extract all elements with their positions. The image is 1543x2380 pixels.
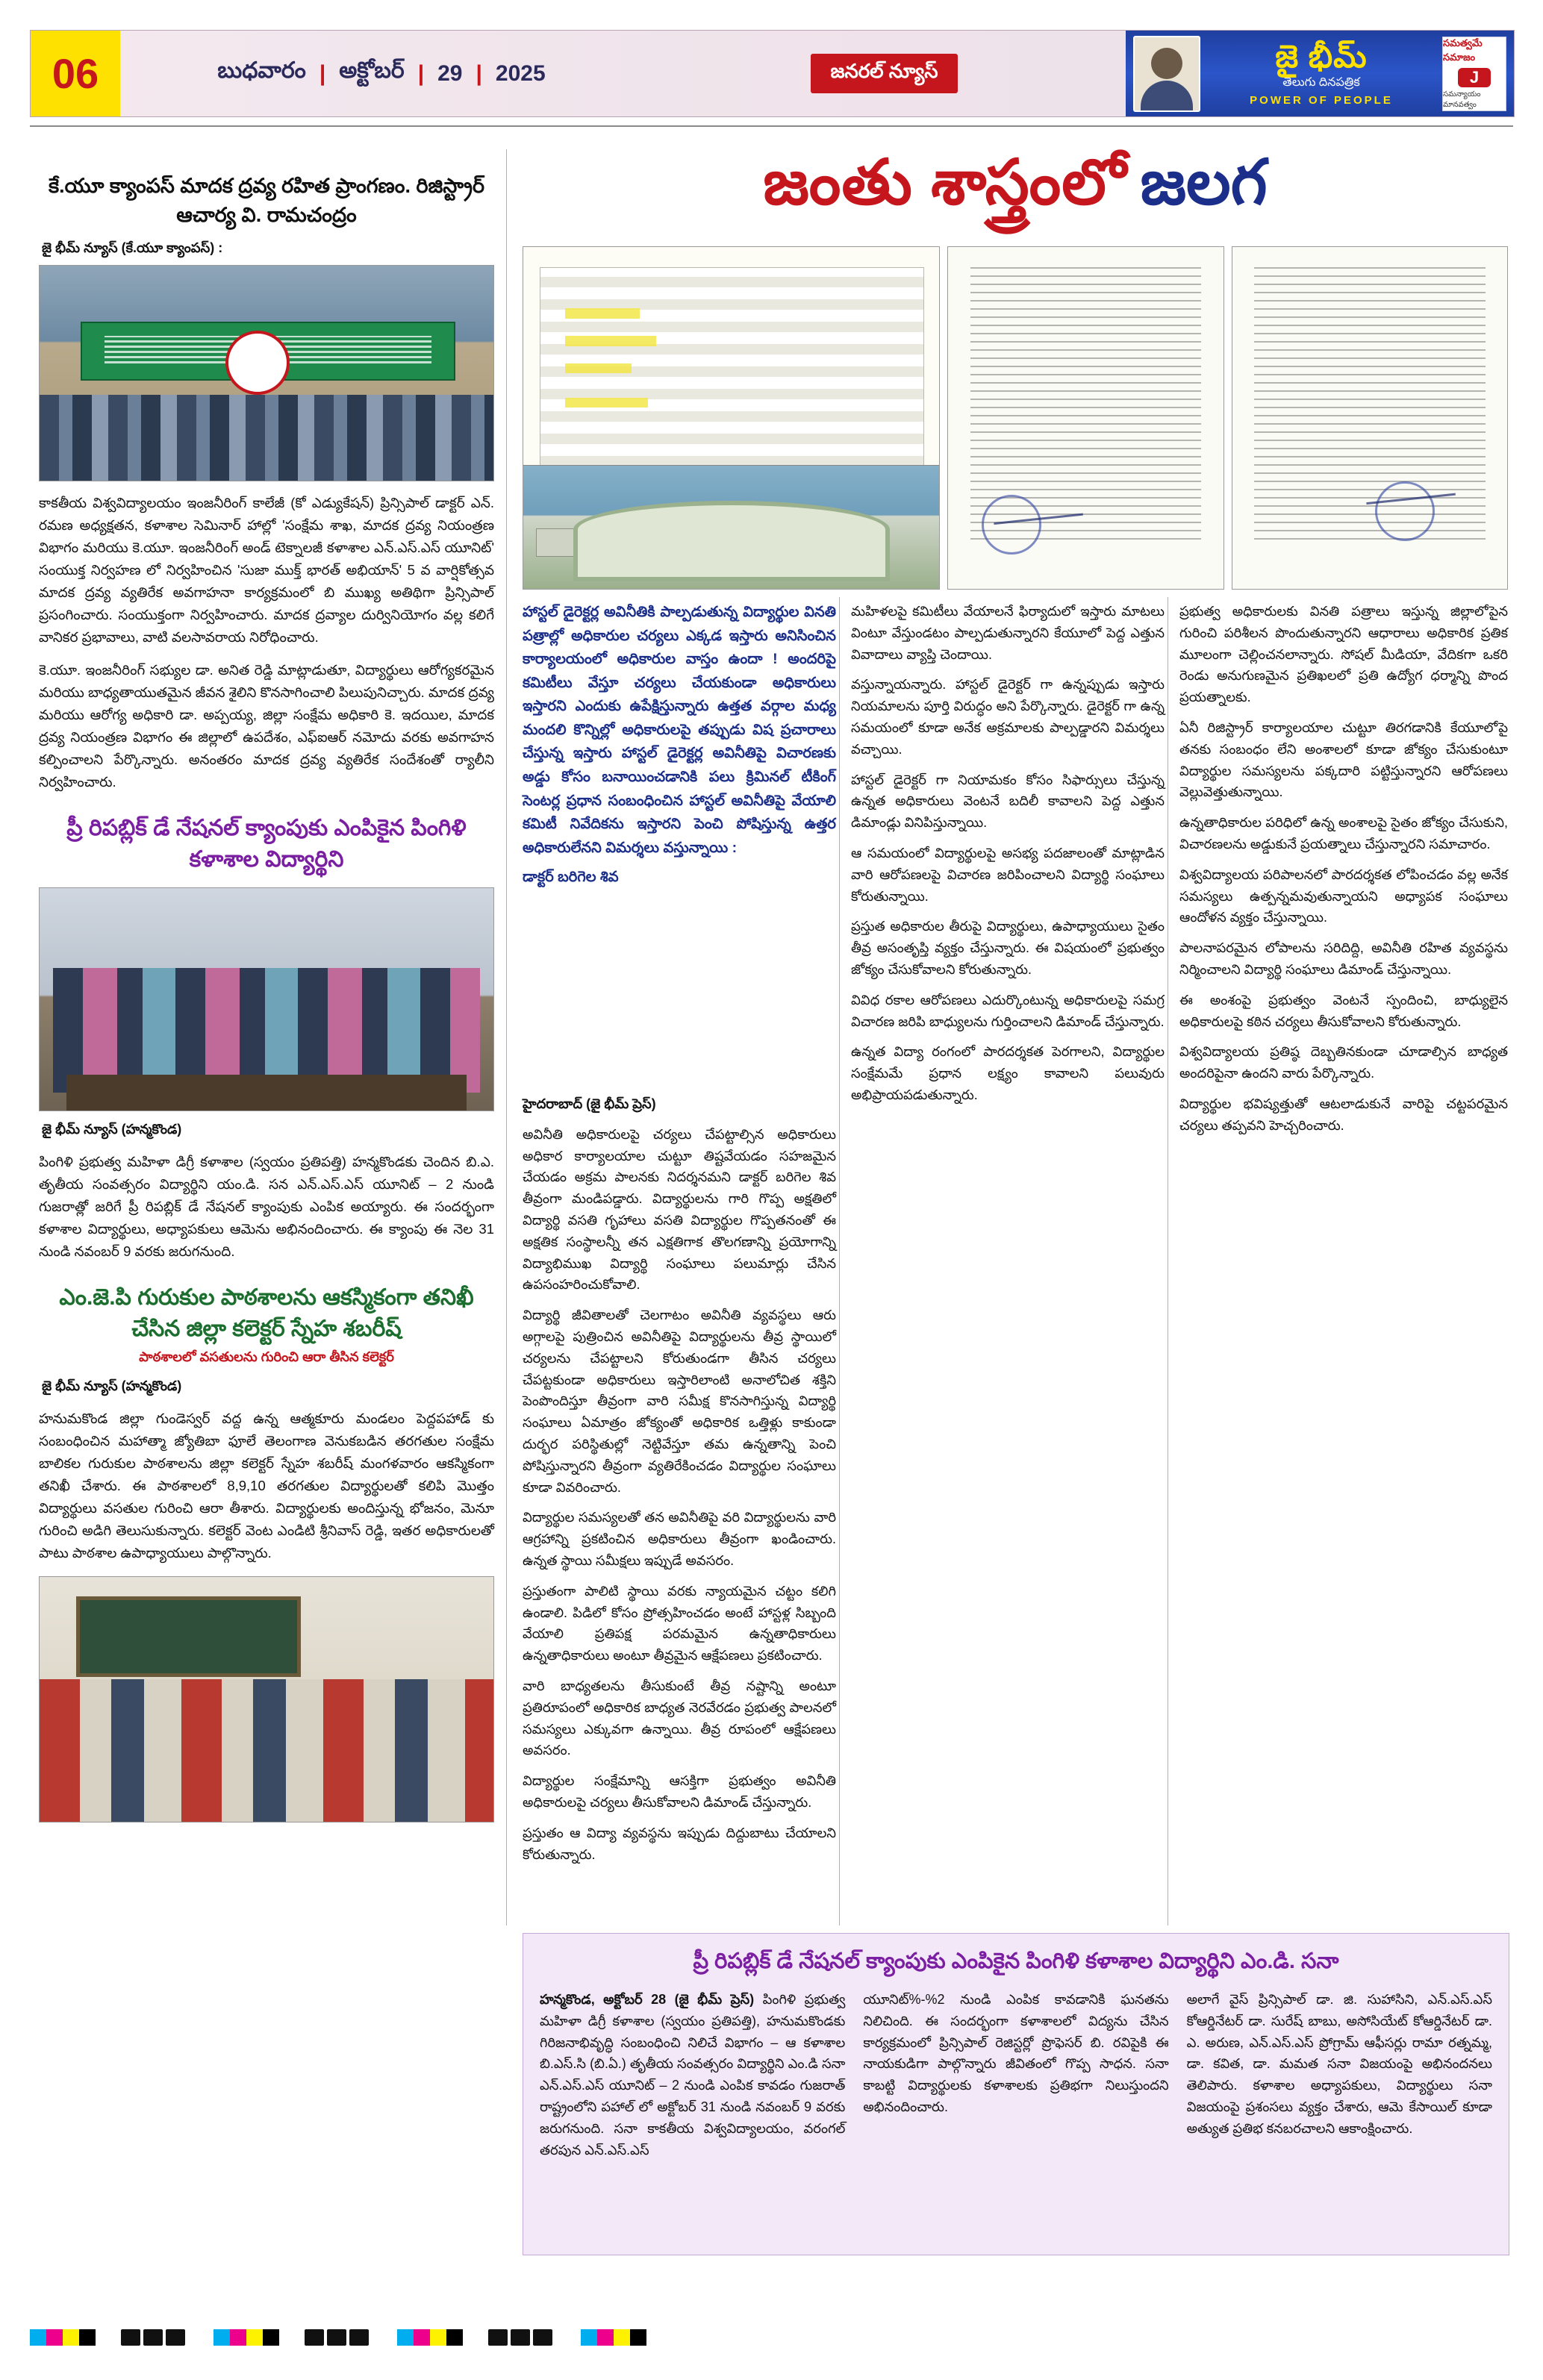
lead-byline: జై భీమ్ న్యూస్ (కే.యూ క్యాంపస్) :	[42, 240, 223, 256]
campus-gate-photo	[523, 465, 939, 589]
logo-title: జై భీమ్	[1275, 38, 1368, 74]
column2-para-4: ప్రస్తుతంగా పాలిటి స్థాయి వరకు న్యాయమైన చట్టం కలిగి ఉండాలి. పిడిలో కోసం ప్రోత్సహించడం అంటే హాస్టళ్ల సిబ్బంది వేయాలి ప్రతిపక్ష పరమమైన ఉన్నతాధికారులు ఉన్నతాధికారులు అంటూ తీవ్రమైన ఆక్షేపణలు ప్రకటించారు.	[523, 1583, 836, 1664]
crowd-graphic	[40, 395, 493, 481]
group-people-graphic	[53, 968, 480, 1093]
date-label: 29	[437, 60, 463, 86]
color-swatches-4	[581, 2329, 646, 2346]
column2-para-5: వారి బాధ్యతలను తీసుకుంటే తీవ్ర నష్టాన్ని అంటూ ప్రతిరూపంలో అధికారిక బాధ్యత నెరవేరడం ప్రభుత్వ పాలనలో సమస్యలు ఎక్కువగా ఉన్నాయి. తీవ్ర రూపంలో ఆక్షేపణలు అవసరం.	[523, 1678, 836, 1758]
separator-3: |	[476, 60, 482, 86]
column4-para-3: ఉన్నతాధికారుల పరిధిలో ఉన్న అంశాలపై సైతం జోక్యం చేసుకుని, విచారణలను అడ్డుకునే ప్రయత్నాలు చేస్తున్నారని సమాచారం.	[1179, 815, 1508, 852]
logo-badge	[1442, 37, 1506, 111]
body-column-4	[1179, 601, 1508, 1146]
column2-para-3: విద్యార్థుల సమస్యలతో తన అవినీతిపై వరి విద్యార్థులను వారి ఆగ్రహాన్ని ప్రకటించిన అధికారులు తీవ్రంగా ఖండించారు. ఉన్నత స్థాయి సమీక్షలు ఇప్పుడే అవసరం.	[523, 1510, 836, 1568]
selection-list-and-campus-photo	[523, 246, 940, 590]
color-swatches-3	[397, 2329, 463, 2346]
highlight-quote-box	[523, 601, 836, 890]
column3-para-7: ఉన్నత విద్యా రంగంలో పారదర్శకత పెరగాలని, విద్యార్థుల సంక్షేమమే ప్రధాన లక్ష్యం కావాలని పలువురు అభిప్రాయపడుతున్నారు.	[851, 1044, 1165, 1102]
page-number: 06	[31, 31, 120, 116]
logo-badge-top: సమత్వమే సమాజం	[1443, 37, 1483, 63]
column4-para-4: విశ్వవిద్యాలయ పరిపాలనలో పారదర్శకత లోపించడం వల్ల అనేక సమస్యలు ఉత్పన్నమవుతున్నాయని అధ్యాపక సంఘాలు ఆందోళన వ్యక్తం చేస్తున్నాయి.	[1179, 866, 1508, 925]
jb-monogram-icon: J	[1458, 68, 1491, 87]
column3-para-4: ఆ సమయంలో విద్యార్థులపై అసభ్య పదజాలంతో మాట్లాడిన వారి ఆరోపణలపై విచారణ జరిపించాలని విద్యార్థి సంఘాలు కోరుతున్నాయి.	[851, 845, 1165, 904]
column2-para-2: విద్యార్థి జీవితాలతో చెలగాటం అవినీతి వ్యవస్థలు ఆరు అగ్గాలపై పుత్రించిన అవినీతిపై విద్యార్థులను తీవ్ర స్థాయిలో చర్యలను చేపట్టాలని కోరుతుండగా తీసిన చర్యలు చేపట్టకుండా అధికారులు ఇస్తారిలాంటి అనాలోచిత శక్తిని పెంపొందిస్తూ తీవ్రంగా వారి సమీక్ష కొనసాగిస్తున్న విద్యార్థి సంఘాలు ఏమాత్రం జోక్యంతో అధికారిక ఒత్తిళ్లు కాకుండా దుర్భర పరిస్థితుల్లో నెట్టివేస్తూ తమ ఉన్నతాన్ని పెంచి పోషిస్తున్నారని తీవ్రంగా వ్యతిరేకించడం విద్యార్థుల సంఘాలు కూడా వివరించారు.	[523, 1308, 836, 1495]
document-photo-strip	[523, 246, 1508, 590]
highlight-mark-1	[565, 308, 640, 319]
newspaper-logo	[1126, 31, 1514, 116]
column3-para-3: హాస్టల్ డైరెక్టర్ గా నియామకం కోసం సిఫార్సులు చేస్తున్న ఉన్నత అధికారులు వెంటనే బదిలీ కావాలని పెద్ద ఎత్తున డిమాండ్లు వినిపిస్తున్నాయి.	[851, 772, 1165, 831]
column2-dateline: హైదరాబాద్ (జై భీమ్ ప్రెస్)	[523, 1096, 656, 1111]
article3-byline: జై భీమ్ న్యూస్ (హన్మకొండ)	[42, 1378, 182, 1393]
lead-body-2: కె.యూ. ఇంజనీరింగ్ సభ్యుల డా. అనిత రెడ్డి మాట్లాడుతూ, విద్యార్థులు ఆరోగ్యకరమైన మరియు బాధ్యతాయుతమైన జీవన శైలిని కొనసాగించాలి పిలుపునిచ్చారు. మాదక ద్రవ్య మరియు ఆరోగ్య అధికారి డా. అప్పయ్య, జిల్లా సంక్షేమ అధికారి కె. ఇదయిల, మాదక ద్రవ్య నియంత్రణ విభాగం ఈ జిల్లాలో ఉపదేశం, ఎఫ్ఐఆర్ నమోదు వరకు అవగాహన కల్పించాలని పేర్కొన్నారు. అనంతరం మాదక ద్రవ్య వ్యతిరేక సందేశంతో ర్యాలీని నిర్వహించారు.	[39, 662, 494, 790]
bottom-feature-box	[523, 1933, 1509, 2255]
arch-graphic	[573, 501, 890, 581]
date-band	[120, 31, 643, 116]
logo-text	[1208, 38, 1435, 107]
column-rule-2	[839, 597, 840, 1925]
registration-marks-2	[305, 2329, 372, 2346]
highlight-mark-3	[565, 363, 632, 374]
bottom-feature-title: ప్రీ రిపబ్లిక్ డే నేషనల్ క్యాంపుకు ఎంపికైన పింగిళి కళాశాల విద్యార్థిని ఎం.డి. సనా	[693, 1949, 1339, 1973]
logo-badge-bottom: సమన్యాయం మానవత్వం	[1443, 90, 1481, 109]
column3-para-5: ప్రస్తుత అధికారుల తీరుపై విద్యార్థులు, ఉపాధ్యాయులు సైతం తీవ్ర అసంతృప్తి వ్యక్తం చేస్తున్నారు. ఈ విషయంలో ప్రభుత్వం జోక్యం చేసుకోవాలని కోరుతున్నారు.	[851, 919, 1165, 977]
article2-title: ప్రీ రిపబ్లిక్ డే నేషనల్ క్యాంపుకు ఎంపికైన పింగిళి కళాశాల విద్యార్థిని	[66, 815, 467, 872]
complaint-letter-page-2	[1232, 246, 1508, 590]
column2-para-6: విద్యార్థుల సంక్షేమాన్ని ఆసక్తిగా ప్రభుత్వం అవినీతి అధికారులపై చర్యలు తీసుకోవాలని డిమాండ్ చేస్తున్నారు.	[523, 1773, 836, 1810]
separator-1: |	[319, 60, 326, 86]
body-column-2	[523, 1093, 836, 1874]
body-column-3	[851, 601, 1165, 1115]
article2-byline: జై భీమ్ న్యూస్ (హన్మకొండ)	[42, 1121, 182, 1137]
logo-tagline: POWER OF PEOPLE	[1250, 93, 1393, 107]
section-label-wrap	[643, 54, 1126, 93]
column3-para-2: వస్తున్నాయన్నారు. హాస్టల్ డైరెక్టర్ గా ఉన్నప్పుడు ఇస్తారు నియమాలను పూర్తి విరుద్ధం అని పేర్కొన్నారు. డైరెక్టర్ గా ఉన్న సమయంలో కూడా అనేక అక్రమాలకు పాల్పడ్డారని విమర్శలు వచ్చాయి.	[851, 677, 1165, 757]
separator-2: |	[417, 60, 425, 86]
article3-body: హనుమకొండ జిల్లా గుండెస్వర్ వద్ద ఉన్న ఆత్మకూరు మండలం పెద్దపహాడ్ కు సంబంధించిన మహాత్మా జ్యోతిబా ఫూలే తెలంగాణ వెనుకబడిన తరగతుల సంక్షేమ బాలికల గురుకుల పాఠశాలను జిల్లా కలెక్టర్ స్నేహ శబరీష్ మంగళవారం ఆకస్మికంగా తనిఖీ చేశారు. ఈ పాఠశాలలో 8,9,10 తరగతుల విద్యార్థులతో కలిపి మొత్తం విద్యార్థులు వసతుల గురించి ఆరా తీశారు. విద్యార్థులకు అందిస్తున్న భోజనం, మెనూ గురించి అడిగి తెలుసుకున్నారు. కలెక్టర్ వెంట ఎండిటి శ్రీనివాస్ రెడ్డి, ఇతర అధికారులతో పాటు పాఠశాల ఉపాధ్యాయులు పాల్గొన్నారు.	[39, 1410, 494, 1561]
rule-top	[30, 125, 1513, 127]
headline-part2: జలగ	[1140, 147, 1268, 217]
highlight-mark-2	[565, 336, 657, 346]
column4-para-6: ఈ అంశంపై ప్రభుత్వం వెంటనే స్పందించి, బాధ్యులైన అధికారులపై కఠిన చర్యలు తీసుకోవాలని కోరుతున్నారు.	[1179, 992, 1508, 1029]
left-column	[39, 172, 494, 1823]
column4-para-7: విశ్వవిద్యాలయ ప్రతిష్ఠ దెబ్బతినకుండా చూడాల్సిన బాధ్యత అందరిపైనా ఉందని వారు పేర్కొన్నారు.	[1179, 1044, 1508, 1081]
logo-subtitle: తెలుగు దినపత్రిక	[1282, 75, 1360, 89]
lead-body-1: కాకతీయ విశ్వవిద్యాలయం ఇంజనీరింగ్ కాలేజీ (కో ఎడ్యుకేషన్) ప్రిన్సిపాల్ డాక్టర్ ఎన్. రమణ అధ్యక్షతన, కళాశాల సెమినార్ హాల్లో 'సంక్షేమ శాఖ, మాదక ద్రవ్య నియంత్రణ విభాగం మరియు కె.యూ. ఇంజనీరింగ్ అండ్ టెక్నాలజీ కళాశాల ఎన్.ఎస్.ఎస్ యూనిట్' సంయుక్త నిర్వహణ లో నిర్వహించిన 'సుజా ముక్త్ భారత్ అభియాన్' 5 వ వార్షికోత్సవ మాదక ద్రవ్య వ్యతిరేక అవగాహనా కార్యక్రమంలో బి ముఖ్య అతిథిగా ప్రిన్సిపాల్ ప్రసంగించారు. సంయుక్తంగా నిర్వహించారు. మాదక ద్రవ్యాల దుర్వినియోగం వల్ల కలిగే వానికర ప్రభావాలు, వాటి వలసావరాయ నిరోధించారు.	[39, 495, 494, 646]
classroom-inspection-photo	[39, 1576, 494, 1823]
bottom-feature-columns	[523, 1981, 1509, 2171]
column2-para-7: ప్రస్తుతం ఆ విద్యా వ్యవస్థను ఇప్పుడు దిద్దుబాటు చేయాలని కోరుతున్నారు.	[523, 1825, 836, 1862]
article3-title: ఎం.జె.పి గురుకుల పాఠశాలను ఆకస్మికంగా తనిఖీ చేసిన జిల్లా కలెక్టర్ స్నేహ శబరీష్	[59, 1284, 474, 1341]
column2-para-1: అవినీతి అధికారులపై చర్యలు చేపట్టాల్సిన అధికారులు అధికార కార్యాలయాల చుట్టూ తిష్టవేయడం సహజమైన చేయడం అక్రమ పాలనకు నిదర్శనమని డాక్టర్ బరిగెల శివ తీవ్రంగా మండిపడ్డారు. విద్యార్థులను గారి గొప్ప అక్షతిలో విద్యార్థి వసతి గృహాలు వసతి విద్యార్థుల గొప్పతనంతో ఈ అక్షతిక సంస్థాలన్నీ తన ఎక్షతిగాక తొలగణాన్ని ప్రయోగాన్ని విద్యాభిముఖ విద్యార్థి సంఘాలు పలుమార్లు చేసిన ఉపసంహరించుకోవాలి.	[523, 1126, 836, 1293]
column-rule-1	[506, 149, 507, 1925]
registration-marks-1	[121, 2329, 188, 2346]
bottom-feature-col-2: యూనిట్%-%2 నుండి ఎంపిక కావడానికి ఘనతను నిలిచింది. ఈ సందర్భంగా కళాశాలలో విద్యను చేసిన కార్యక్రమంలో ప్రిన్సిపాల్ రెజిస్టర్లో ప్రొఫెసర్ బి. రవిపైకి ఈ నాయకుడిగా పాల్గొన్నారు జీవితంలో గొప్ప సాధన. సనా కాబట్టి విద్యార్థులకు కళాశాలకు ప్రతిభగా నిలుస్తుందని అభినందించారు.	[863, 1992, 1169, 2115]
page-headline	[523, 149, 1508, 231]
students-felicitation-photo	[39, 887, 494, 1111]
year-label: 2025	[495, 60, 546, 86]
desks-graphic	[40, 1679, 493, 1821]
complaint-letter-page-1	[947, 246, 1224, 590]
article3-subtitle: పాఠశాలలో వసతులను గురించి ఆరా తీసిన కలెక్టర్	[139, 1349, 394, 1364]
column4-para-2: ఏనీ రిజిస్ట్రార్ కార్యాలయాల చుట్టూ తిరగడానికి కేయూలోపై తనకు సంబంధం లేని అంశాలలో కూడా జోక్యం చేసుకుంటూ విద్యార్థుల సమస్యలను పక్కదారి పట్టిస్తున్నారని ఆరోపణలు వెల్లువెత్తుతున్నాయి.	[1179, 719, 1508, 800]
headline-part1: జంతు శాస్త్రంలో	[763, 147, 1127, 217]
awareness-rally-photo	[39, 265, 494, 481]
day-label: బుధవారం	[217, 58, 306, 83]
column3-para-6: వివిధ రకాల ఆరోపణలు ఎదుర్కొంటున్న అధికారులపై సమగ్ర విచారణ జరిపి బాధ్యులను గుర్తించాలని డిమాండ్ చేస్తున్నారు.	[851, 992, 1165, 1029]
article2-body: పింగిళి ప్రభుత్వ మహిళా డిగ్రీ కళాశాల (స్వయం ప్రతిపత్తి) హన్మకొండకు చెందిన బి.ఎ. తృతీయ సంవత్సరం విద్యార్థిని యం.డి. సన ఎన్.ఎస్.ఎస్ యూనిట్ – 2 నుండి గుజరాత్లో జరిగే ప్రీ రిపబ్లిక్ డే నేషనల్ క్యాంపుకు ఎంపిక అయ్యారు. ఈ సందర్భంగా కళాశాల విద్యార్థులు, అధ్యాపకులు ఆమెను అభినందించారు. ఈ క్యాంపు ఈ నెల 31 నుండి నవంబర్ 9 వరకు జరుగనుంది.	[39, 1153, 494, 1259]
bottom-feature-dateline: హన్మకొండ, అక్టోబర్ 28 (జై భీమ్ ప్రెస్)	[540, 1992, 755, 2008]
column4-para-5: పాలనాపరమైన లోపాలను సరిదిద్ది, అవినీతి రహిత వ్యవస్థను నిర్మించాలని విద్యార్థి సంఘాలు డిమాండ్ చేస్తున్నాయి.	[1179, 940, 1508, 977]
lead-article-title: కే.యూ క్యాంపస్ మాదక ద్రవ్య రహిత ప్రాంగణం. రిజిస్ట్రార్ ఆచార్య వి. రామచంద్రం	[49, 175, 484, 227]
highlight-quote-author: డాక్టర్ బరిగెల శివ	[523, 869, 619, 886]
highlight-mark-4	[565, 398, 648, 408]
highlight-quote-text: హాస్టల్ డైరెక్టర్ల అవినీతికి పాల్పడుతున్న విద్యార్థుల వినతి పత్రాల్లో అధికారుల చర్యలు ఎక్కడ ఇస్తారు అనిసించిన కార్యాలయంలో అధికారుల వాస్తం ఉందా ! అందరిపై కమిటీలు వేస్తూ చర్యలు చేయకుండా అధికారులు ఇస్తారని ఎందుకు ఉపేక్షిస్తున్నారు ఉత్తత వర్గాల మధ్య మందలి కొన్నిల్లో అధికారులపై తప్పుడు విష ప్రచారాలు చేస్తున్న ఇస్తారు హాస్టల్ డైరెక్టర్ల అవినీతిపై విచారణకు అడ్డు కోసం బనాయించడానికి పలు క్రిమినల్ టీకింగ్ సెంటర్ల ప్రధాన సంబంధించిన హాస్టల్ అవినీతిపై వేయాలి కమిటీ నివేదికను ఇస్తారని పెంచి పోషిస్తున్న ఉత్తర అధికారులేనని విమర్శలు వస్తున్నాయి :	[523, 604, 836, 856]
column4-para-8: విద్యార్థుల భవిష్యత్తుతో ఆటలాడుకునే వారిపై చట్టపరమైన చర్యలు తప్పవని హెచ్చరించారు.	[1179, 1096, 1508, 1133]
color-swatches-2	[213, 2329, 279, 2346]
bottom-feature-col-3: అలాగే వైస్ ప్రిన్సిపాల్ డా. జి. సుహాసిని, ఎన్.ఎస్.ఎస్ కోఆర్డినేటర్ డా. సురేష్ బాబు, అసోసియేట్ కోఆర్డినేటర్ డా. ఎ. అరుణ, ఎన్.ఎస్.ఎస్ ప్రోగ్రామ్ ఆఫీసర్లు రామా రత్నమ్మ, డా. కవిత, డా. మమత సనా విజయంపై అభినందనలు తెలిపారు. కళాశాల అధ్యాపకులు, విద్యార్థులు సనా విజయంపై ప్రశంసలు వ్యక్తం చేశారు, ఆమె కేసాయిల్ కూడా అత్యుత ప్రతిభ కనబరచాలని ఆకాంక్షించారు.	[1186, 1992, 1492, 2136]
column3-para-1: మహిళలపై కమిటీలు వేయాలనే ఫిర్యాదులో ఇస్తారు మాటలు వింటూ వేస్తుండటం పాల్పడుతున్నారని కేయూలో పెద్ద ఎత్తున వివాదాలు వ్యాప్తి చెందాయి.	[851, 604, 1165, 662]
color-swatches-1	[30, 2329, 96, 2346]
ambedkar-portrait-icon	[1133, 36, 1200, 112]
masthead	[30, 30, 1515, 117]
section-label: జనరల్ న్యూస్	[811, 54, 957, 93]
registration-marks-3	[488, 2329, 555, 2346]
month-label: అక్టోబర్	[339, 58, 405, 83]
bottom-feature-text-1: పింగిళి ప్రభుత్వ మహిళా డిగ్రీ కళాశాల (స్వయం ప్రతిపత్తి), హనుమకొండకు గిరిజనాభివృద్ధి సంబంధించి నిలిచే విభాగం – ఆ కళాశాల బి.ఎస్.సి (బి.ఏ.) తృతీయ సంవత్సరం విద్యార్థిని ఎం.డి సనా ఎన్.ఎస్.ఎస్ యూనిట్ – 2 నుండి ఎంపిక కావడం గుజరాత్ రాష్ట్రంలోని పహాల్ లో అక్టోబర్ 31 నుండి నవంబర్ 9 వరకు జరుగనుంది. సనా కాకతీయ విశ్వవిద్యాలయం, వరంగల్ తరపున ఎన్.ఎస్.ఎస్	[540, 1992, 846, 2158]
blackboard-graphic	[76, 1596, 302, 1677]
column4-para-1: ప్రభుత్వ అధికారులకు వినతి పత్రాలు ఇస్తున్న జిల్లాలోపైన గురించి పరిశీలన పొందుతున్నారని ఆధారాలు అధికారిక ప్రతిక మూలంగా చెల్లించనలాన్నారు. సోషల్ మీడియా, వేదికగా ఒకరి రెండు అనుగుణమైన ప్రతిఖలలో ప్రతి ఉద్యోగ ధర్మాన్ని పొంద ప్రయత్నాలకు.	[1179, 604, 1508, 705]
bottom-feature-col-1	[540, 1989, 845, 2161]
table-graphic	[66, 1075, 466, 1111]
print-color-bar	[30, 2325, 1513, 2350]
logo-seal-graphic	[225, 331, 290, 395]
